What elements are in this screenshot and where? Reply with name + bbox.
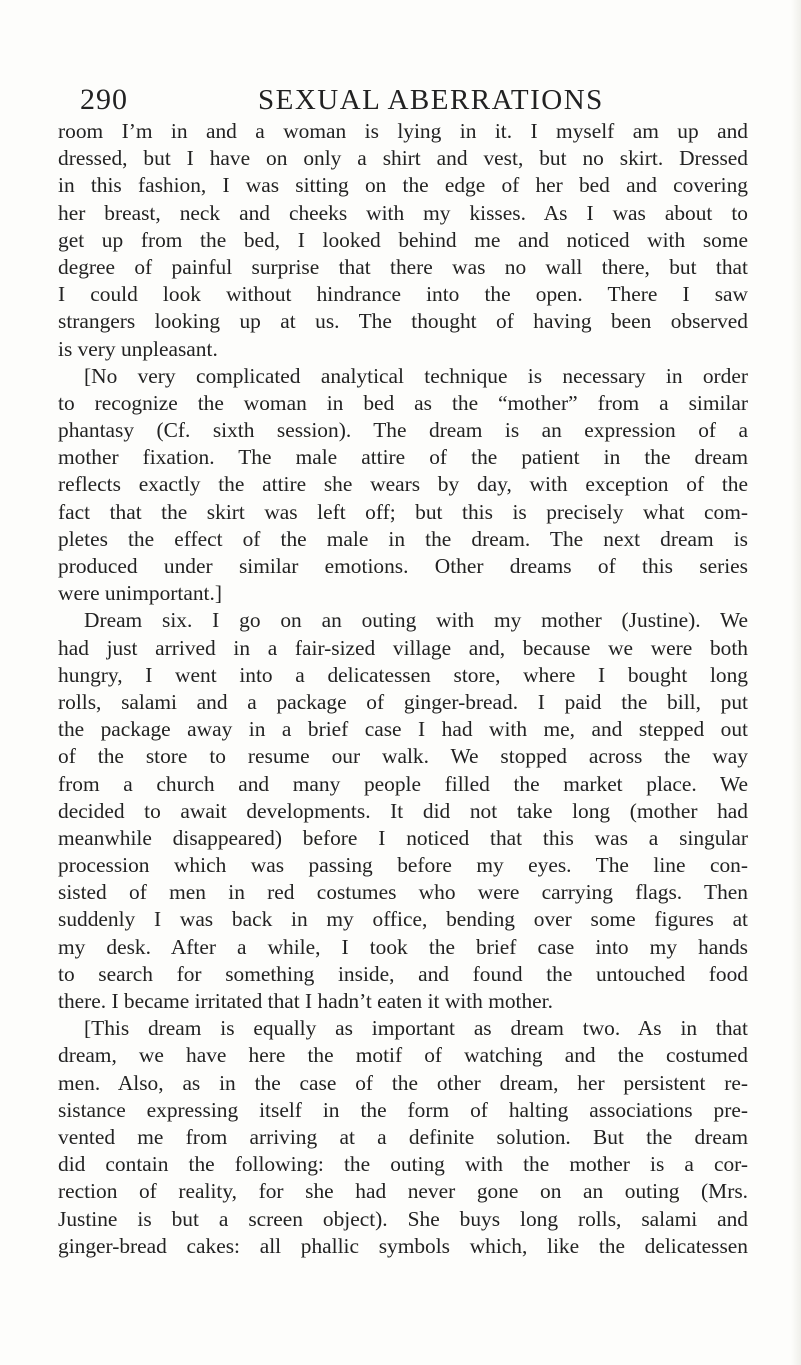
text-line: meanwhile disappeared) before I noticed that this was a singular — [58, 825, 748, 850]
text-line: reflects exactly the attire she wears by day, with exception of the — [58, 472, 748, 497]
text-line: in this fashion, I was sitting on the edge of her bed and covering — [58, 173, 748, 198]
text-line: Justine is but a screen object). She buys long rolls, salami and — [58, 1206, 748, 1231]
text-line: of the store to resume our walk. We stopped across the way — [58, 744, 748, 769]
text-line: pletes the effect of the male in the dream. The next dream is — [58, 526, 748, 551]
text-line: get up from the bed, I looked behind me and noticed with some — [58, 227, 748, 252]
text-line: from a church and many people filled the market place. We — [58, 771, 748, 796]
text-line: Dream six. I go on an outing with my mother (Justine). We — [84, 608, 748, 633]
text-line: suddenly I was back in my office, bending over some figures at — [58, 907, 748, 932]
text-line: hungry, I went into a delicatessen store, where I bought long — [58, 662, 748, 687]
text-line: room I’m in and a woman is lying in it. I myself am up and — [58, 119, 748, 143]
text-line: fact that the skirt was left off; but this is precisely what com- — [58, 499, 748, 524]
text-line: produced under similar emotions. Other dreams of this series — [58, 554, 748, 578]
text-line: ginger-bread cakes: all phallic symbols which, like the delicatessen — [58, 1233, 748, 1258]
text-line: [This dream is equally as important as dream two. As in that — [84, 1016, 748, 1041]
text-line: were unimportant.] — [58, 581, 222, 606]
text-line: men. Also, as in the case of the other dream, her persistent re- — [58, 1070, 748, 1095]
text-line: rolls, salami and a package of ginger-bread. I paid the bill, put — [58, 689, 748, 714]
text-line: strangers looking up at us. The thought of having been observed — [58, 309, 748, 334]
text-line: mother fixation. The male attire of the patient in the dream — [58, 445, 748, 470]
running-head: SEXUAL ABERRATIONS — [258, 84, 604, 116]
text-line: to recognize the woman in bed as the “mother” from a similar — [58, 390, 748, 415]
text-line: did contain the following: the outing with the mother is a cor- — [58, 1152, 748, 1177]
text-line: had just arrived in a fair-sized village and, because we were both — [58, 635, 748, 660]
text-line: my desk. After a while, I took the brief case into my hands — [58, 934, 748, 959]
text-line: dressed, but I have on only a shirt and vest, but no skirt. Dressed — [58, 146, 748, 171]
page-edge-shadow — [791, 0, 801, 1365]
text-line: sistance expressing itself in the form of halting associations pre- — [58, 1097, 748, 1122]
text-line: decided to await developments. It did not take long (mother had — [58, 798, 748, 823]
text-line: [No very complicated analytical technique is necessary in order — [84, 363, 748, 388]
text-line: her breast, neck and cheeks with my kisses. As I was about to — [58, 200, 748, 225]
text-line: sisted of men in red costumes who were carrying flags. Then — [58, 880, 748, 905]
body-text — [58, 118, 748, 1260]
text-line: there. I became irritated that I hadn’t eaten it with mother. — [58, 989, 553, 1013]
page-number: 290 — [80, 83, 128, 116]
text-line: vented me from arriving at a definite solution. But the dream — [58, 1124, 748, 1149]
text-line: procession which was passing before my eyes. The line con- — [58, 853, 748, 878]
text-line: dream, we have here the motif of watching and the costumed — [58, 1043, 748, 1068]
text-line: I could look without hindrance into the open. There I saw — [58, 282, 748, 307]
text-line: degree of painful surprise that there was no wall there, but that — [58, 254, 748, 279]
text-line: to search for something inside, and found the untouched food — [58, 961, 748, 986]
text-line: is very unpleasant. — [58, 336, 218, 361]
page-header — [80, 80, 720, 120]
text-line: phantasy (Cf. sixth session). The dream is an expression of a — [58, 418, 748, 443]
text-line: the package away in a brief case I had with me, and stepped out — [58, 717, 748, 742]
text-line: rection of reality, for she had never gone on an outing (Mrs. — [58, 1179, 748, 1204]
